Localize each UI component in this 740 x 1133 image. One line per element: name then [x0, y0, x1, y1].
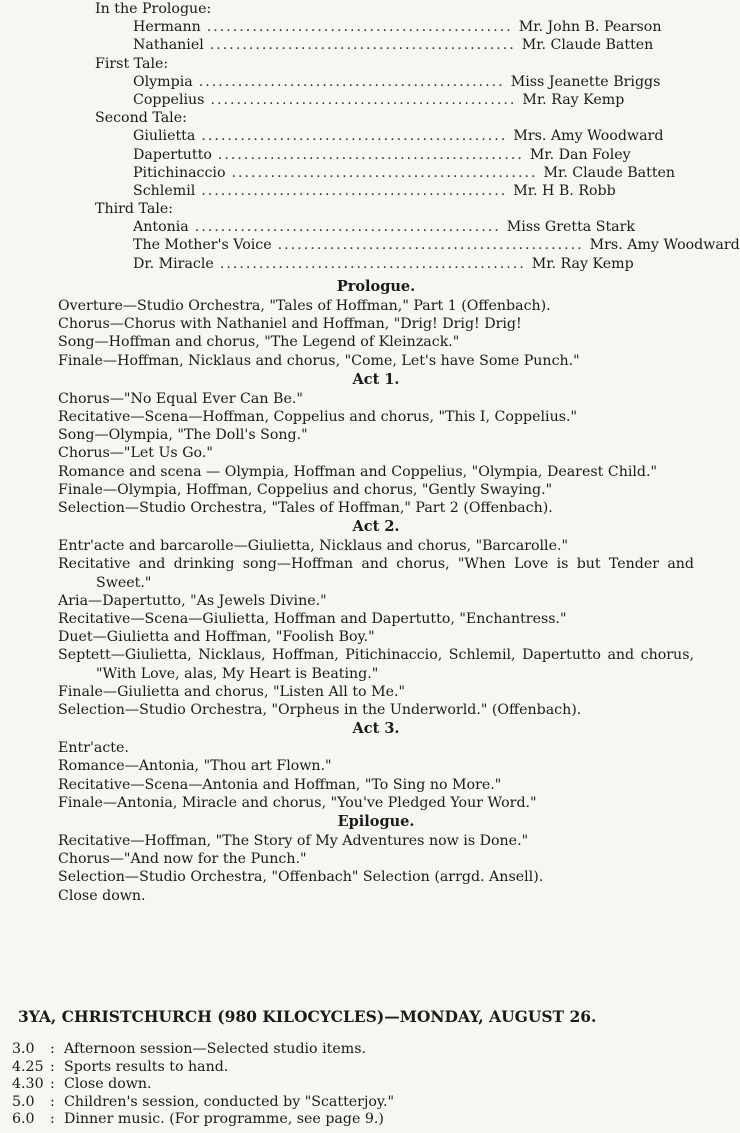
group-label: In the Prologue: — [95, 1, 212, 17]
role-name: Schlemil — [133, 182, 196, 199]
schedule-desc: Close down. — [64, 1076, 152, 1092]
programme-item: Septett—Giulietta, Nicklaus, Hoffman, Pitichinaccio, Schlemil, Dapertutto and chorus, "With Love, alas, My Heart is Beating." — [58, 647, 694, 682]
actor-name: Miss Jeanette Briggs — [510, 73, 661, 90]
cast-row — [95, 36, 654, 54]
cast-row — [95, 164, 676, 182]
schedule-time: 4.25 — [12, 1058, 44, 1075]
programme-item: Finale—Giulietta and chorus, "Listen All to Me." — [58, 683, 406, 700]
programme-item: Chorus—"No Equal Ever Can Be." — [58, 390, 303, 407]
section-heading: Prologue. — [336, 278, 416, 295]
programme-item: Chorus—"Let Us Go." — [58, 445, 213, 462]
actor-name: Mr. John B. Pearson — [518, 19, 662, 36]
cast-row — [95, 146, 631, 164]
role-name: Pitichinaccio — [133, 164, 226, 181]
actor-name: Mr. Dan Foley — [529, 146, 631, 163]
cast-row — [95, 255, 634, 273]
schedule-sep: : — [50, 1076, 55, 1092]
leader-dots: ............................................... — [231, 164, 538, 181]
schedule-row — [12, 1040, 612, 1058]
schedule-sep: : — [50, 1058, 55, 1075]
role-name: Dapertutto — [133, 146, 212, 163]
schedule-sep: : — [50, 1093, 55, 1110]
group-label: Third Tale: — [95, 201, 174, 218]
leader-dots: ............................................... — [217, 146, 524, 163]
section-heading: Epilogue. — [337, 813, 415, 831]
programme-item: Selection—Studio Orchestra, "Offenbach" Selection (arrgd. Ansell). — [58, 869, 544, 886]
schedule-time: 5.0 — [12, 1093, 35, 1110]
schedule-time: 6.0 — [12, 1111, 35, 1127]
section-heading: Act 1. — [352, 370, 400, 388]
actor-name: Mr. H B. Robb — [513, 182, 616, 199]
role-name: Hermann — [133, 19, 201, 36]
section-prologue — [58, 277, 694, 370]
programme-item: Close down. — [58, 887, 146, 904]
schedule-desc: Sports results to hand. — [64, 1058, 229, 1075]
schedule-row — [12, 1075, 612, 1093]
schedule-time: 4.30 — [12, 1076, 44, 1092]
section-epilogue — [58, 812, 694, 905]
cast-group-label — [95, 109, 565, 127]
schedule-row — [12, 1093, 612, 1111]
programme-item: Overture—Studio Orchestra, "Tales of Hoffman," Part 1 (Offenbach). — [58, 298, 551, 314]
cast-row — [95, 182, 616, 200]
cast-row — [95, 18, 662, 36]
programme-item: Finale—Olympia, Hoffman, Coppelius and chorus, "Gently Swaying." — [58, 481, 553, 498]
actor-name: Mrs. Amy Woodward — [589, 237, 740, 254]
schedule-sep: : — [50, 1111, 55, 1127]
actor-name: Mr. Claude Batten — [543, 164, 676, 181]
schedule-desc: Children's session, conducted by "Scatterjoy." — [64, 1093, 395, 1110]
schedule-row — [12, 1110, 612, 1128]
section-act-1 — [58, 370, 694, 517]
actor-name: Mr. Claude Batten — [521, 37, 654, 54]
programme-item: Chorus—Chorus with Nathaniel and Hoffman, "Drig! Drig! Drig! — [58, 316, 522, 333]
actor-name: Miss Gretta Stark — [506, 219, 636, 236]
programme-item: Duet—Giulietta and Hoffman, "Foolish Boy." — [58, 629, 375, 646]
programme-item: Romance and scena — Olympia, Hoffman and Coppelius, "Olympia, Dearest Child." — [58, 463, 658, 480]
programme-item: Song—Hoffman and chorus, "The Legend of Kleinzack." — [58, 334, 460, 351]
role-name: Olympia — [133, 73, 193, 90]
leader-dots: ............................................... — [201, 128, 508, 145]
cast-group-label — [95, 0, 565, 18]
role-name: Dr. Miracle — [133, 255, 214, 272]
leader-dots: ............................................... — [198, 73, 505, 90]
schedule-time: 3.0 — [12, 1041, 35, 1057]
cast-row — [95, 218, 636, 236]
programme-item: Finale—Antonia, Miracle and chorus, "You've Pledged Your Word." — [58, 794, 537, 811]
cast-group-label — [95, 200, 565, 218]
schedule-desc: Afternoon session—Selected studio items. — [64, 1041, 366, 1057]
section-act-2 — [58, 517, 694, 719]
programme-item: Recitative—Hoffman, "The Story of My Adventures now is Done." — [58, 833, 529, 850]
leader-dots: ............................................... — [206, 19, 513, 36]
programme-sections — [58, 277, 694, 905]
schedule-desc: Dinner music. (For programme, see page 9.) — [64, 1111, 384, 1127]
programme-item: Chorus—"And now for the Punch." — [58, 851, 307, 868]
cast-group-label — [95, 55, 565, 73]
leader-dots: ............................................... — [194, 219, 501, 236]
cast-row — [95, 236, 740, 254]
schedule-sep: : — [50, 1041, 55, 1057]
programme-item: Finale—Hoffman, Nicklaus and chorus, "Come, Let's have Some Punch." — [58, 352, 580, 369]
programme-item: Romance—Antonia, "Thou art Flown." — [58, 758, 332, 775]
station-schedule — [12, 1040, 612, 1128]
section-heading: Act 3. — [352, 720, 400, 738]
programme-item: Selection—Studio Orchestra, "Tales of Hoffman," Part 2 (Offenbach). — [58, 500, 553, 517]
leader-dots: ............................................... — [210, 91, 517, 108]
programme-item: Song—Olympia, "The Doll's Song." — [58, 427, 308, 444]
cast-list — [95, 0, 740, 273]
schedule-row — [12, 1058, 612, 1076]
actor-name: Mrs. Amy Woodward — [513, 128, 664, 145]
leader-dots: ............................................... — [277, 237, 584, 254]
programme-item: Entr'acte and barcarolle—Giulietta, Nicklaus and chorus, "Barcarolle." — [58, 538, 569, 555]
cast-row — [95, 91, 625, 109]
group-label: Second Tale: — [95, 110, 187, 127]
programme-item: Recitative—Scena—Antonia and Hoffman, "To Sing no More." — [58, 776, 502, 793]
role-name: The Mother's Voice — [133, 237, 272, 254]
cast-row — [95, 73, 661, 91]
leader-dots: ............................................... — [209, 37, 516, 54]
programme-item: Recitative and drinking song—Hoffman and chorus, "When Love is but Tender and Sweet." — [58, 556, 694, 591]
role-name: Giulietta — [133, 128, 196, 145]
leader-dots: ............................................... — [219, 255, 526, 272]
actor-name: Mr. Ray Kemp — [531, 255, 634, 272]
programme-item: Selection—Studio Orchestra, "Orpheus in the Underworld." (Offenbach). — [58, 702, 582, 719]
leader-dots: ............................................... — [201, 182, 508, 199]
group-label: First Tale: — [95, 55, 169, 72]
programme-item: Aria—Dapertutto, "As Jewels Divine." — [58, 592, 327, 609]
section-act-3 — [58, 719, 694, 812]
programme-item: Recitative—Scena—Hoffman, Coppelius and chorus, "This I, Coppelius." — [58, 409, 578, 426]
programme-item: Entr'acte. — [58, 740, 129, 757]
role-name: Nathaniel — [133, 37, 204, 54]
cast-row — [95, 127, 664, 145]
station-heading: 3YA, CHRISTCHURCH (980 KILOCYCLES)—MONDAY, AUGUST 26. — [18, 1007, 597, 1026]
section-heading: Act 2. — [352, 518, 400, 536]
role-name: Coppelius — [133, 91, 205, 108]
programme-item: Recitative—Scena—Giulietta, Hoffman and Dapertutto, "Enchantress." — [58, 611, 567, 628]
actor-name: Mr. Ray Kemp — [522, 91, 625, 108]
role-name: Antonia — [133, 219, 189, 236]
